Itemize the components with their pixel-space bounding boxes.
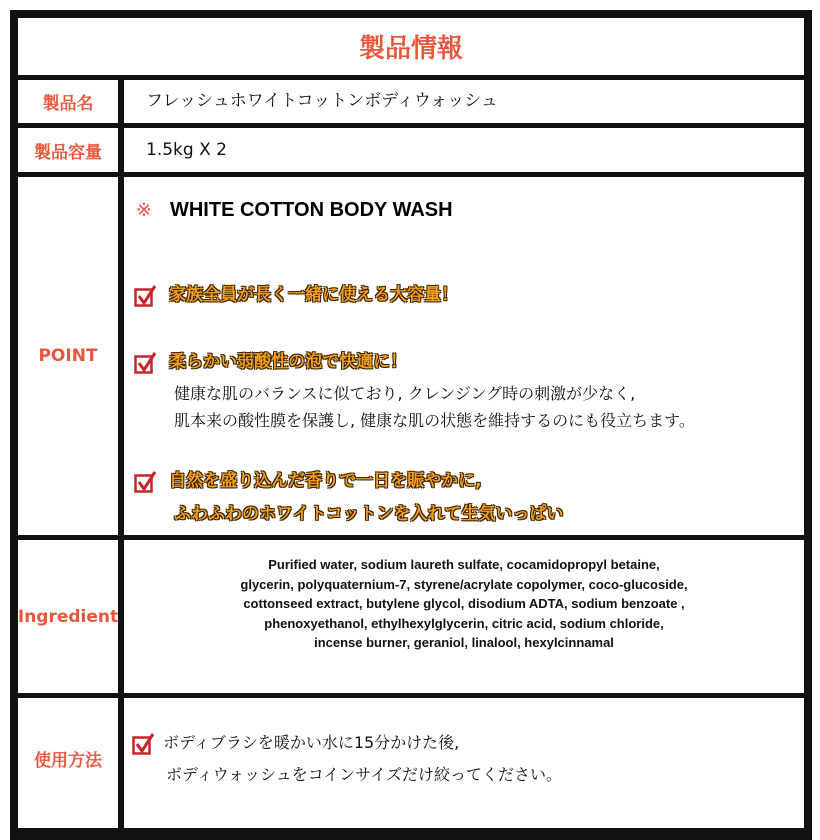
ingredient-line: Purified water, sodium laureth sulfate, cocamidopropyl betaine, [268,557,660,572]
ingredient-line: incense burner, geraniol, linalool, hexylcinnamal [314,635,614,650]
label-point: POINT [18,177,118,535]
point-description: 肌本来の酸性膜を保護し, 健康な肌の状態を維持するのにも役立ちます。 [174,411,695,430]
ingredient-line: glycerin, polyquaternium-7, styrene/acrylate copolymer, coco-glucoside, [240,576,688,592]
usage-line: ボディブラシを暖かい水に15分かけた後, [163,733,460,752]
ingredient-line: phenoxyethanol, ethylhexylglycerin, citric acid, sodium chloride, [264,615,664,631]
point-item [134,347,407,374]
point-title: 柔らかい弱酸性の泡で快適に！ [169,352,408,372]
reference-mark-icon: ※ [136,199,152,221]
point-content [124,177,804,535]
label-ingredient: Ingredient [18,540,118,693]
page-title: 製品情報 [18,18,804,75]
checkbox-checked-icon [134,285,156,307]
point-item [134,280,458,307]
checkbox-checked-icon [134,352,156,374]
label-usage: 使用方法 [18,698,118,828]
usage-content [124,698,804,828]
point-title: 自然を盛り込んだ香りで一日を賑やかに, [169,471,482,491]
product-name: フレッシュホワイトコットンボディウォッシュ [124,80,804,123]
label-volume: 製品容量 [18,128,118,172]
point-item [134,466,482,493]
label-product-name: 製品名 [18,80,118,123]
point-description: 健康な肌のバランスに似ており, クレンジング時の刺激が少なく, [174,384,636,403]
usage-line: ボディウォッシュをコインサイズだけ絞ってください。 [166,765,563,784]
ingredient-list [124,540,804,693]
checkbox-checked-icon [132,733,154,755]
checkbox-checked-icon [134,471,156,493]
point-heading: WHITE COTTON BODY WASH [169,199,453,221]
point-title-line2: ふわふわのホワイトコットンを入れて生気いっぱい [174,504,564,524]
product-volume: 1.5kg X 2 [124,128,804,172]
point-title: 家族全員が長く一緒に使える大容量！ [169,285,459,305]
ingredient-line: cottonseed extract, butylene glycol, disodium ADTA, sodium benzoate , [243,596,685,611]
